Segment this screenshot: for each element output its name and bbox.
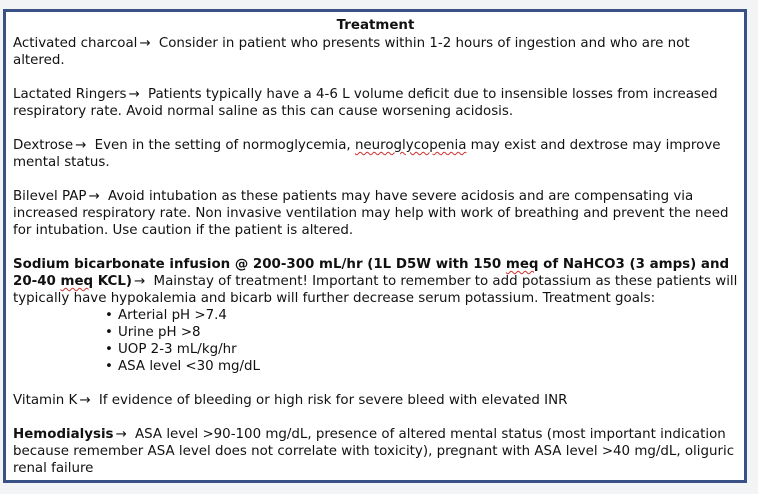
hemodialysis-paragraph [13,426,738,477]
dextrose-label: Dextrose [13,138,74,153]
ringers-label: Lactated Ringers [13,87,127,102]
list-item: • Arterial pH >7.4 [105,307,738,324]
arrow-icon: → [115,427,127,442]
flagged-word: meq [505,257,539,272]
list-item: • Urine pH >8 [105,324,738,341]
treatment-goals-list [13,307,738,375]
slide-title: Treatment [336,18,415,33]
dextrose-text-before: Even in the setting of normoglycemia, [94,138,355,153]
arrow-icon: → [75,138,87,153]
charcoal-paragraph [13,35,738,69]
vitamin-k-text: If evidence of bleeding or high risk for severe bleed with elevated INR [98,393,568,408]
arrow-icon: → [139,36,151,51]
dextrose-paragraph [13,137,738,171]
arrow-icon: → [128,87,140,102]
dextrose-text-after: may exist and dextrose may improve mental status. [13,138,721,170]
flagged-word: meq [60,274,94,289]
bicarb-label-part-1: Sodium bicarbonate infusion @ 200-300 mL/hr (1L D5W with 150 [13,257,506,272]
arrow-icon: → [88,189,100,204]
hemodialysis-text: ASA level >90-100 mg/dL, presence of altered mental status (most important indication because remember ASA level does not correlate with toxicity), pregnant with ASA level >40 mg/dL, oliguric renal failure [13,427,735,476]
vitamin-k-paragraph [13,392,738,409]
hemodialysis-label: Hemodialysis [13,427,114,442]
bicarb-text: Mainstay of treatment! Important to remember to add potassium as these patients will typically have hypokalemia and bicarb will further decrease serum potassium. Treatment goals: [13,274,738,306]
flagged-word: neuroglycopenia [354,138,467,153]
charcoal-label: Activated charcoal [13,36,138,51]
bipap-label: Bilevel PAP [13,189,87,204]
list-item: • ASA level <30 mg/dL [105,358,738,375]
ringers-paragraph [13,86,738,120]
arrow-icon: → [134,274,146,289]
list-item: • UOP 2-3 mL/kg/hr [105,341,738,358]
bipap-text: Avoid intubation as these patients may have severe acidosis and are compensating via increased respiratory rate. Non invasive ventilation may help with work of breathing and prevent the need for intubation. Use caution if the patient is altered. [13,189,729,238]
ringers-text: Patients typically have a 4-6 L volume deficit due to insensible losses from increased respiratory rate. Avoid normal saline as this can cause worsening acidosis. [13,87,718,119]
bicarb-paragraph [13,256,738,375]
bipap-paragraph [13,188,738,239]
vitamin-k-label: Vitamin K [13,393,78,408]
arrow-icon: → [79,393,91,408]
charcoal-text: Consider in patient who presents within 1-2 hours of ingestion and who are not altered. [13,36,690,68]
bicarb-label-part-2: of NaHCO3 (3 amps) and 20-40 [13,257,730,289]
bicarb-label-part-3: KCL) [93,274,133,289]
treatment-slide [3,9,747,483]
